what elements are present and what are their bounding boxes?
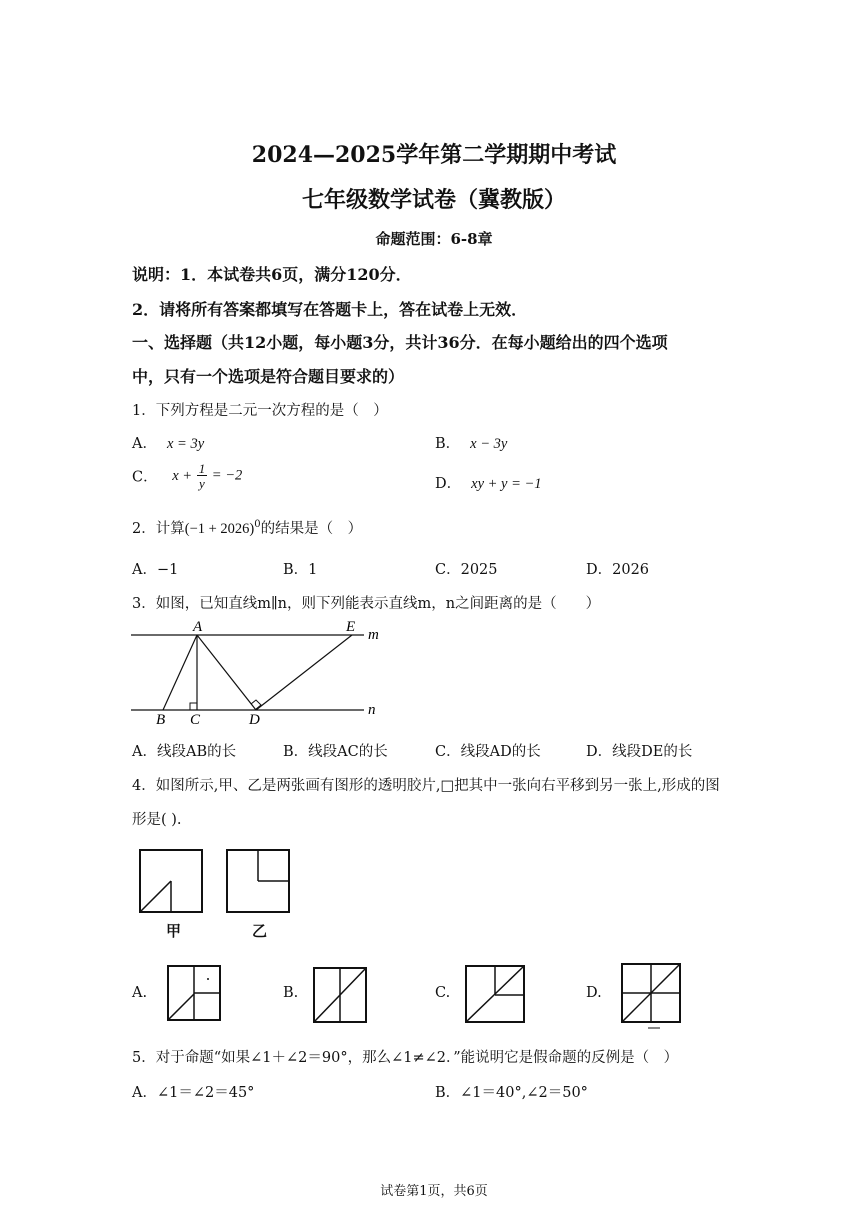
q4-option-b-figure [314, 968, 366, 1022]
q3-option-b: B．线段AC的长 [283, 744, 388, 760]
q1-option-b: B． x − 3y [435, 436, 508, 452]
q3-option-a: A．线段AB的长 [132, 744, 237, 760]
q4-option-a: A. [132, 985, 148, 1001]
q5-stem: 5．对于命题“如果∠1＋∠2＝90°，那么∠1≠∠2．”能说明它是假命题的反例是（ ） [132, 1050, 679, 1066]
q4-option-b: B. [283, 985, 299, 1001]
page-footer: 试卷第1页，共6页 [380, 1184, 488, 1199]
exam-title: 2024—2025学年第二学期期中考试 [251, 142, 617, 168]
q3-label-n: n [368, 702, 376, 718]
q5-option-a: A．∠1＝∠2＝45° [132, 1085, 255, 1101]
q4-option-d-figure [622, 964, 680, 1028]
q1-option-c: C． x + $\frac{1}{y}$ = −2 [132, 461, 243, 491]
q4-option-a-figure [168, 966, 220, 1020]
q4-film-yi [227, 850, 289, 912]
q4-label-jia: 甲 [166, 922, 182, 940]
q2-option-b: B．1 [283, 562, 318, 578]
q1-option-a: A． x = 3y [132, 436, 205, 452]
q2-option-c: C．2025 [435, 562, 498, 578]
q4-label-yi: 乙 [252, 922, 268, 940]
q3-label-d: D [249, 712, 260, 728]
q3-label-m: m [368, 627, 379, 643]
section-heading-line2: 中，只有一个选项是符合题目要求的） [132, 367, 405, 386]
q2-stem: 2．计算$(-1 + 2026)^0$的结果是（ ） [132, 519, 363, 537]
q3-option-d: D．线段DE的长 [586, 744, 693, 760]
q4-option-c: C. [435, 985, 451, 1001]
q3-stem: 3．如图，已知直线m∥n，则下列能表示直线m，n之间距离的是（ ） [132, 596, 601, 612]
exam-subtitle: 七年级数学试卷（冀教版） [301, 187, 566, 213]
q4-stem-line1: 4．如图所示,甲、乙是两张画有图形的透明胶片,□把其中一张向右平移到另一张上,形成的图 [132, 778, 720, 794]
q3-label-a: A [193, 619, 203, 635]
note-2: 2．请将所有答案都填写在答题卡上，答在试卷上无效． [132, 300, 528, 319]
exam-scope: 命题范围：6-8章 [375, 230, 493, 248]
q2-option-a: A．−1 [132, 562, 179, 578]
q3-label-c: C [190, 712, 201, 728]
q4-stem-line2: 形是( ). [132, 812, 182, 828]
q3-label-e: E [346, 619, 356, 635]
q2-option-d: D．2026 [586, 562, 650, 578]
q1-stem: 1．下列方程是二元一次方程的是（ ） [132, 403, 388, 419]
q1-option-d: D． xy + y = −1 [435, 476, 542, 492]
q4-option-d: D. [586, 985, 602, 1001]
q5-option-b: B．∠1＝40°,∠2＝50° [435, 1085, 588, 1101]
q4-option-c-figure [466, 966, 524, 1022]
q3-label-b: B [156, 712, 166, 728]
section-heading-line1: 一、选择题（共12小题，每小题3分，共计36分．在每小题给出的四个选项 [132, 333, 668, 352]
note-1: 说明：1．本试卷共6页，满分120分． [132, 265, 412, 284]
q3-option-c: C．线段AD的长 [435, 744, 541, 760]
q4-film-jia [140, 850, 202, 912]
